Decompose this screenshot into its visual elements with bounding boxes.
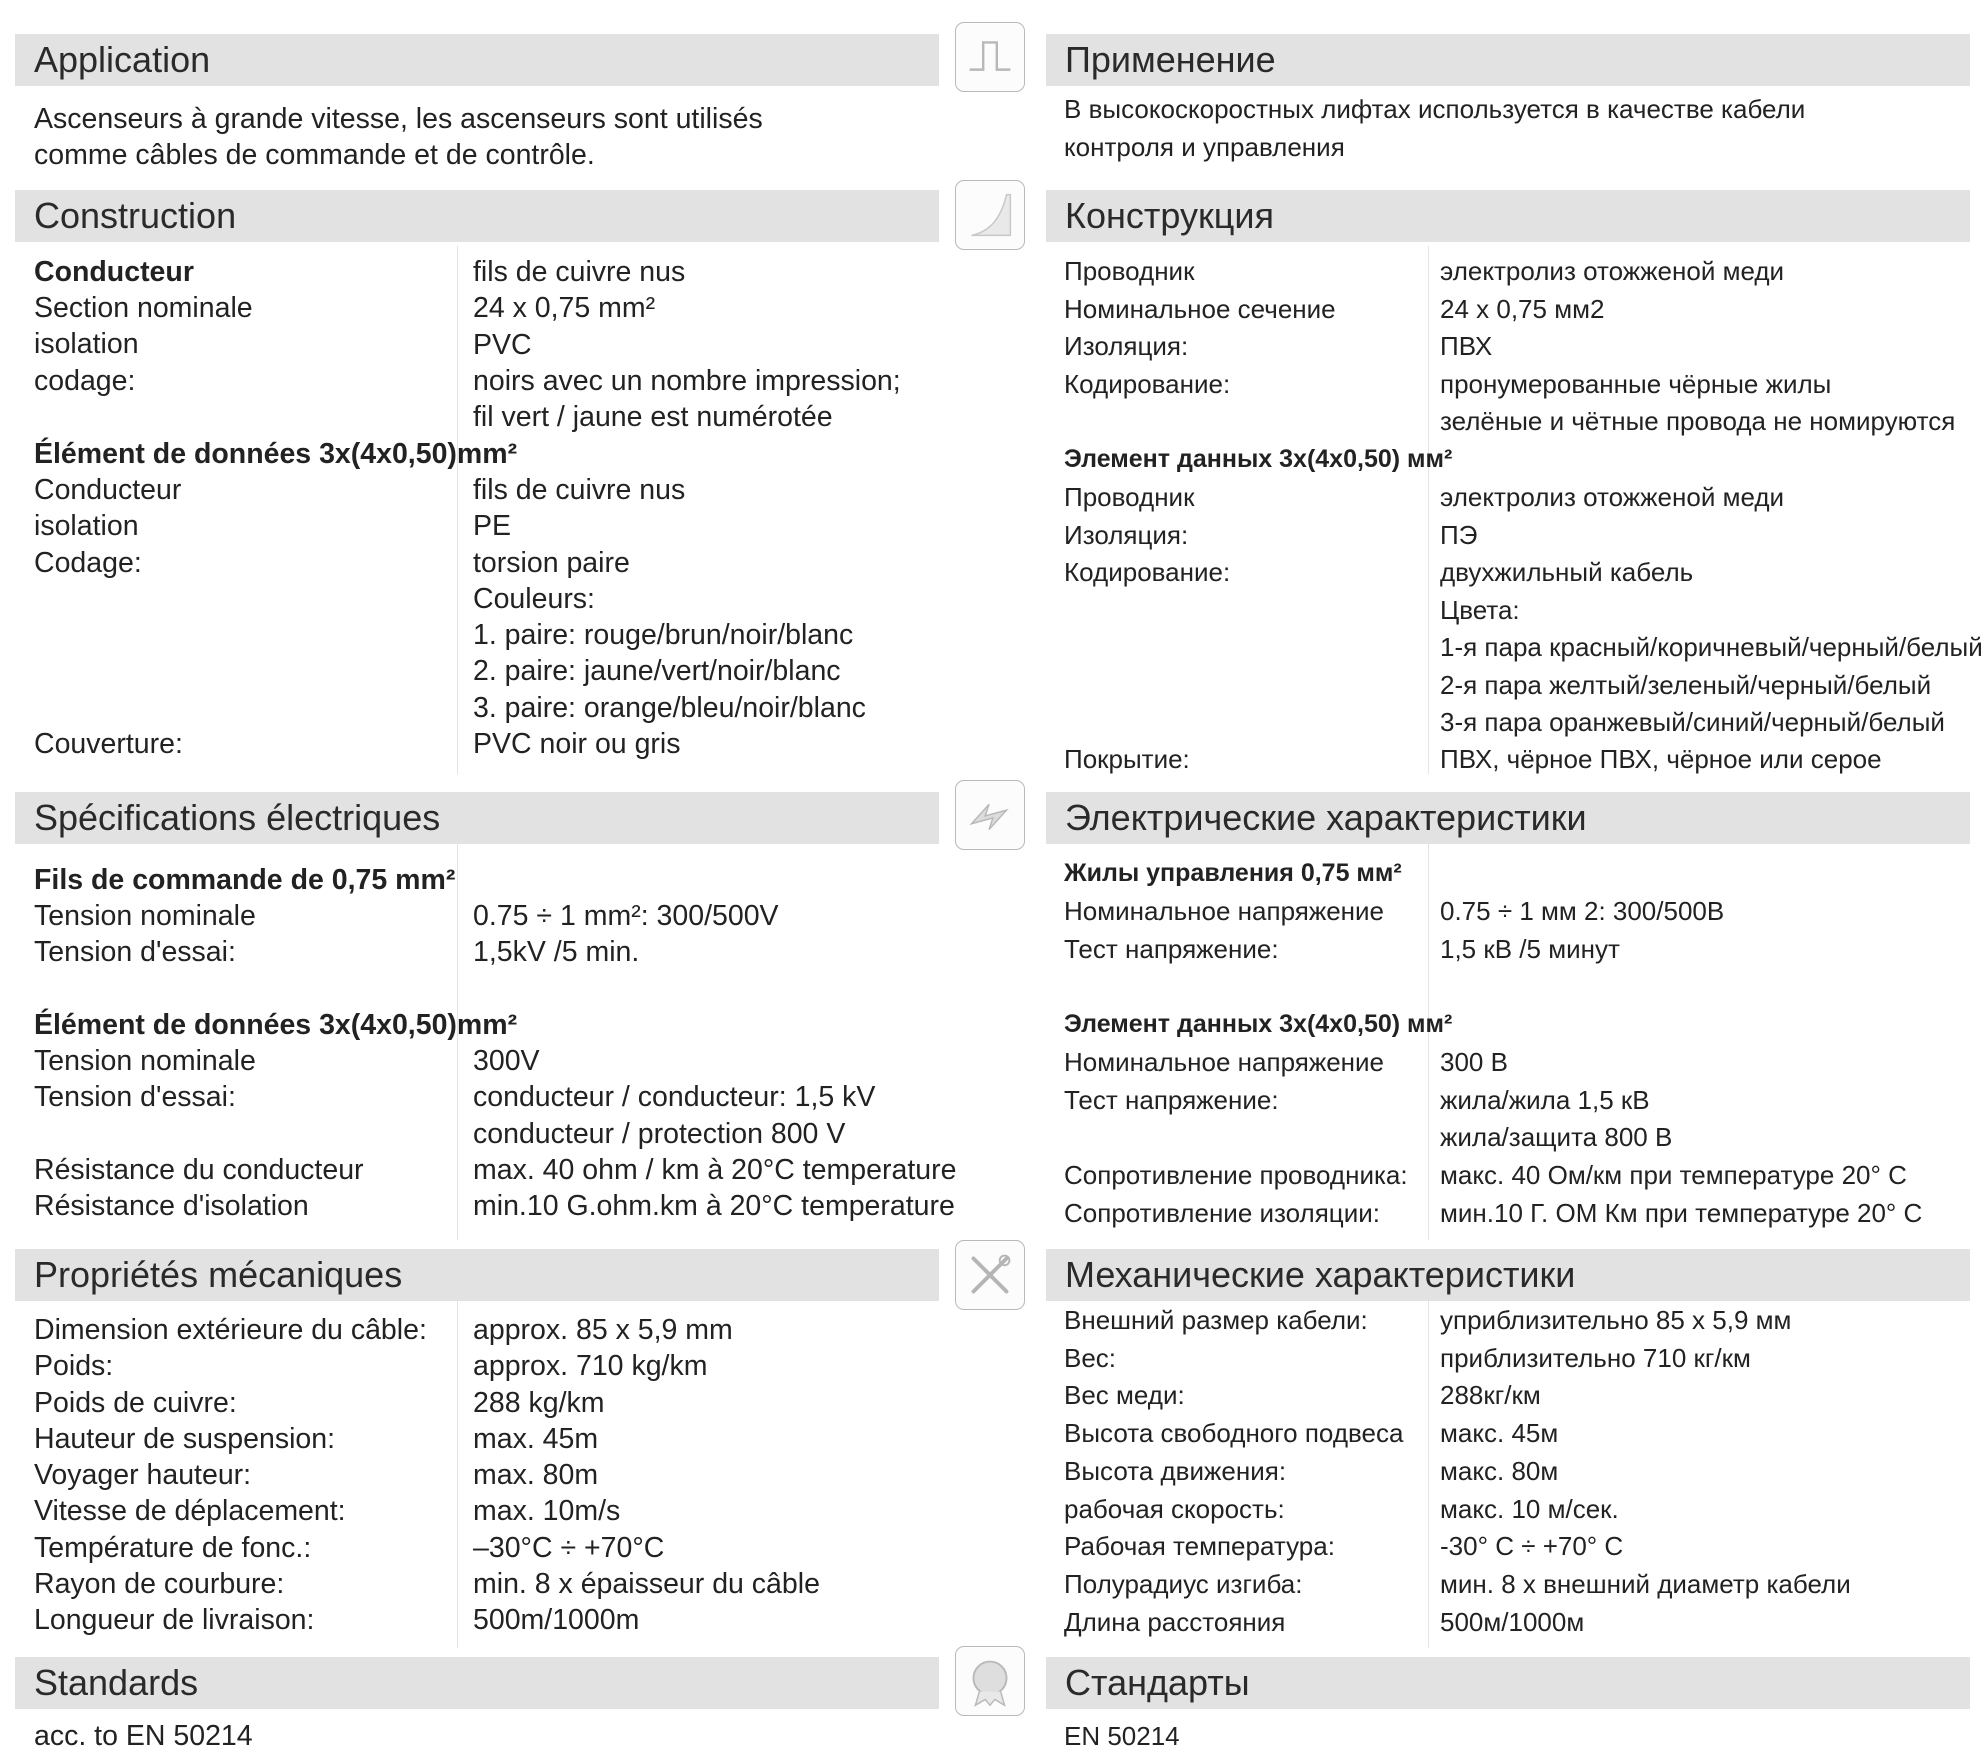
spec-value: двухжильный кабель	[1440, 557, 1694, 587]
control-labels	[34, 898, 256, 971]
resistance-labels-ru	[1064, 1157, 1408, 1232]
cover-label-ru: Покрытие:	[1064, 744, 1190, 774]
spec-value: 24 x 0,75 mm²	[473, 292, 656, 325]
spec-label: Номинальное сечение	[1064, 293, 1336, 324]
column-divider	[457, 1300, 458, 1648]
spec-value: 500m/1000m	[473, 1604, 640, 1637]
spec-value: min. 8 x épaisseur du câble	[473, 1568, 820, 1601]
resistance-values	[473, 1152, 956, 1225]
data-element-labels-ru	[1064, 479, 1230, 592]
spec-value: 1-я пара красный/коричневый/черный/белый	[1440, 632, 1983, 662]
spec-label: Полурадиус изгиба:	[1064, 1568, 1303, 1599]
spec-value: 300V	[473, 1045, 540, 1077]
construction-values-ru	[1440, 253, 1955, 441]
spec-label: Сопротивление изоляции:	[1064, 1197, 1380, 1228]
control-wires-heading: Fils de commande de 0,75 mm²	[34, 864, 456, 896]
spec-value: макс. 10 м/сек.	[1440, 1493, 1619, 1524]
spec-value: 0.75 ÷ 1 мм 2: 300/500В	[1440, 896, 1725, 926]
section-header-application-ru: Применение	[1046, 34, 1970, 86]
section-header-electrical: Spécifications électriques	[15, 792, 939, 844]
section-header-mechanical: Propriétés mécaniques	[15, 1249, 939, 1301]
application-text-line: comme câbles de commande et de contrôle.	[34, 139, 595, 171]
resistance-labels	[34, 1152, 364, 1225]
application-text-line: В высокоскоростных лифтах используется в качестве кабели	[1064, 94, 1806, 124]
spec-value: PE	[473, 510, 512, 543]
spec-value: fil vert / jaune est numérotée	[473, 401, 833, 434]
spec-value: макс. 80м	[1440, 1455, 1559, 1486]
spec-value: 3-я пара оранжевый/синий/черный/белый	[1440, 707, 1945, 737]
spec-value: max. 80m	[473, 1459, 599, 1492]
spec-value: 300 В	[1440, 1047, 1508, 1077]
data-element-values	[473, 472, 866, 726]
spec-value: 288 kg/km	[473, 1386, 605, 1419]
spec-label: Вес меди:	[1064, 1380, 1185, 1411]
control-values	[473, 898, 779, 971]
spec-label: Résistance d'isolation	[34, 1190, 309, 1223]
spec-label: Rayon de courbure:	[34, 1568, 285, 1601]
spec-value: approx. 85 x 5,9 mm	[473, 1314, 733, 1346]
spec-value: conducteur / conducteur: 1,5 kV	[473, 1081, 876, 1114]
data-element-heading-ru: Элемент данных 3x(4x0,50) мм²	[1064, 445, 1453, 473]
spec-value: ПВХ	[1440, 331, 1493, 361]
spec-label: Section nominale	[34, 292, 253, 324]
spec-label: Номинальное напряжение	[1064, 896, 1385, 926]
spec-label: Вес:	[1064, 1342, 1117, 1373]
spec-label: Poids de cuivre:	[34, 1386, 237, 1419]
spec-value: max. 10m/s	[473, 1495, 621, 1528]
spec-value: зелёные и чётные провода не номируются	[1440, 406, 1956, 436]
spec-label: isolation	[34, 510, 139, 543]
spec-value: макс. 45м	[1440, 1418, 1559, 1449]
spec-value: электролиз отожженой меди	[1440, 256, 1785, 286]
electrical-data-values	[473, 1043, 875, 1152]
construction-labels	[34, 290, 253, 399]
spec-label: Изоляция:	[1064, 331, 1189, 361]
column-divider	[1428, 1300, 1429, 1648]
spec-value: ПЭ	[1440, 519, 1478, 550]
spec-label: Изоляция:	[1064, 519, 1189, 550]
electrical-icon	[955, 780, 1025, 850]
data-element-labels	[34, 472, 181, 581]
spec-value: max. 40 ohm / km à 20°C temperature	[473, 1154, 957, 1186]
spec-label: Poids:	[34, 1350, 114, 1383]
spec-label: Проводник	[1064, 482, 1195, 512]
spec-value: мин. 8 x внешний диаметр кабели	[1440, 1568, 1851, 1599]
spec-value: 24 x 0,75 мм2	[1440, 293, 1605, 324]
spec-label: Номинальное напряжение	[1064, 1047, 1385, 1077]
standards-icon	[955, 1646, 1025, 1716]
control-labels-ru	[1064, 893, 1384, 968]
section-header-mechanical-ru: Механические характеристики	[1046, 1249, 1970, 1301]
spec-value: 1,5 кВ /5 минут	[1440, 933, 1620, 964]
spec-value: 1,5kV /5 min.	[473, 936, 640, 969]
spec-label: Codage:	[34, 546, 142, 579]
application-icon	[955, 22, 1025, 92]
spec-label: Длина расстояния	[1064, 1606, 1286, 1637]
spec-label: Тест напряжение:	[1064, 1084, 1279, 1115]
column-divider	[1428, 246, 1429, 774]
spec-value: 3. paire: orange/bleu/noir/blanc	[473, 691, 866, 724]
spec-label: Tension nominale	[34, 1045, 256, 1077]
spec-label: Vitesse de déplacement:	[34, 1495, 346, 1528]
spec-value: электролиз отожженой меди	[1440, 482, 1785, 512]
spec-value: жила/защита 800 В	[1440, 1122, 1673, 1152]
spec-value: макс. 40 Ом/км при температуре 20° С	[1440, 1160, 1907, 1190]
spec-label: isolation	[34, 328, 139, 361]
spec-value: approx. 710 kg/km	[473, 1350, 708, 1383]
control-values-ru	[1440, 893, 1724, 968]
spec-label: Внешний размер кабели:	[1064, 1305, 1368, 1335]
spec-value: пронумерованные чёрные жилы	[1440, 368, 1832, 399]
mechanical-values-ru	[1440, 1302, 1851, 1641]
cover-value-ru: ПВХ, чёрное ПВХ, чёрное или серое	[1440, 744, 1882, 774]
section-header-electrical-ru: Электрические характеристики	[1046, 792, 1970, 844]
resistance-values-ru	[1440, 1157, 1922, 1232]
spec-label: Высота движения:	[1064, 1455, 1287, 1486]
spec-value: 288кг/км	[1440, 1380, 1541, 1411]
spec-value: -30° С ÷ +70° С	[1440, 1531, 1624, 1562]
spec-label: Рабочая температура:	[1064, 1531, 1335, 1562]
spec-value: 2-я пара желтый/зеленый/черный/белый	[1440, 669, 1932, 700]
spec-label: Кодирование:	[1064, 368, 1231, 399]
data-element-heading: Élément de données 3x(4x0,50)mm²	[34, 1009, 518, 1041]
electrical-data-labels-ru	[1064, 1044, 1384, 1119]
electrical-data-values-ru	[1440, 1044, 1672, 1157]
spec-label: Longueur de livraison:	[34, 1604, 315, 1637]
spec-value: max. 45m	[473, 1422, 599, 1455]
spec-label: Conducteur	[34, 474, 182, 506]
electrical-data-labels	[34, 1043, 256, 1116]
section-header-standards: Standards	[15, 1657, 939, 1709]
spec-label: Высота свободного подвеса	[1064, 1418, 1404, 1449]
spec-value: приблизительно 710 кг/км	[1440, 1342, 1751, 1373]
standards-text-ru: EN 50214	[1064, 1721, 1180, 1751]
spec-value: noirs avec un nombre impression;	[473, 364, 901, 397]
spec-label: Dimension extérieure du câble:	[34, 1314, 427, 1346]
section-header-standards-ru: Стандарты	[1046, 1657, 1970, 1709]
spec-value: мин.10 Г. ОМ Км при температуре 20° С	[1440, 1197, 1923, 1228]
standards-text: acc. to EN 50214	[34, 1720, 253, 1752]
spec-value: уприблизительно 85 x 5,9 мм	[1440, 1305, 1792, 1335]
spec-value: Couleurs:	[473, 582, 595, 615]
spec-value: fils de cuivre nus	[473, 474, 686, 506]
spec-label: codage:	[34, 364, 136, 397]
section-header-application: Application	[15, 34, 939, 86]
spec-value: conducteur / protection 800 V	[473, 1117, 846, 1150]
spec-label: Проводник	[1064, 256, 1195, 286]
cover-label: Couverture:	[34, 728, 183, 760]
construction-labels-ru	[1064, 253, 1336, 403]
application-text-line: контроля и управления	[1064, 132, 1345, 162]
spec-value: torsion paire	[473, 546, 630, 579]
section-header-construction-ru: Конструкция	[1046, 190, 1970, 242]
data-element-heading-ru: Элемент данных 3x(4x0,50) мм²	[1064, 1010, 1453, 1038]
spec-label: Tension nominale	[34, 900, 256, 932]
spec-label: Тест напряжение:	[1064, 933, 1279, 964]
spec-value: Цвета:	[1440, 594, 1520, 625]
spec-value: min.10 G.ohm.km à 20°C temperature	[473, 1190, 955, 1223]
construction-icon	[955, 180, 1025, 250]
mechanical-values	[473, 1312, 820, 1639]
conductor-heading: Conducteur	[34, 256, 194, 288]
spec-label: Résistance du conducteur	[34, 1154, 364, 1186]
construction-values	[473, 254, 901, 435]
spec-label: Voyager hauteur:	[34, 1459, 252, 1492]
spec-label: рабочая скорость:	[1064, 1493, 1285, 1524]
spec-label: Кодирование:	[1064, 557, 1231, 587]
control-wires-heading-ru: Жилы управления 0,75 мм²	[1064, 859, 1402, 887]
spec-value: 500м/1000м	[1440, 1606, 1585, 1637]
spec-value: –30°C ÷ +70°C	[473, 1531, 665, 1564]
spec-value: 2. paire: jaune/vert/noir/blanc	[473, 655, 841, 688]
spec-value: 0.75 ÷ 1 mm²: 300/500V	[473, 900, 779, 932]
spec-label: Tension d'essai:	[34, 936, 236, 969]
spec-value: 1. paire: rouge/brun/noir/blanc	[473, 619, 854, 652]
data-element-values-ru	[1440, 479, 1983, 742]
spec-value: PVC	[473, 328, 532, 361]
spec-value: жила/жила 1,5 кВ	[1440, 1084, 1650, 1115]
mechanical-icon	[955, 1240, 1025, 1310]
column-divider	[457, 246, 458, 774]
data-element-heading: Élément de données 3x(4x0,50)mm²	[34, 438, 518, 470]
spec-label: Tension d'essai:	[34, 1081, 236, 1114]
cover-value: PVC noir ou gris	[473, 728, 681, 760]
spec-value: fils de cuivre nus	[473, 256, 686, 288]
section-header-construction: Construction	[15, 190, 939, 242]
spec-label: Hauteur de suspension:	[34, 1422, 336, 1455]
application-text-line: Ascenseurs à grande vitesse, les ascenseurs sont utilisés	[34, 103, 763, 135]
mechanical-labels-ru	[1064, 1302, 1403, 1641]
spec-label: Température de fonc.:	[34, 1531, 312, 1564]
mechanical-labels	[34, 1312, 427, 1639]
spec-label: Сопротивление проводника:	[1064, 1160, 1408, 1190]
